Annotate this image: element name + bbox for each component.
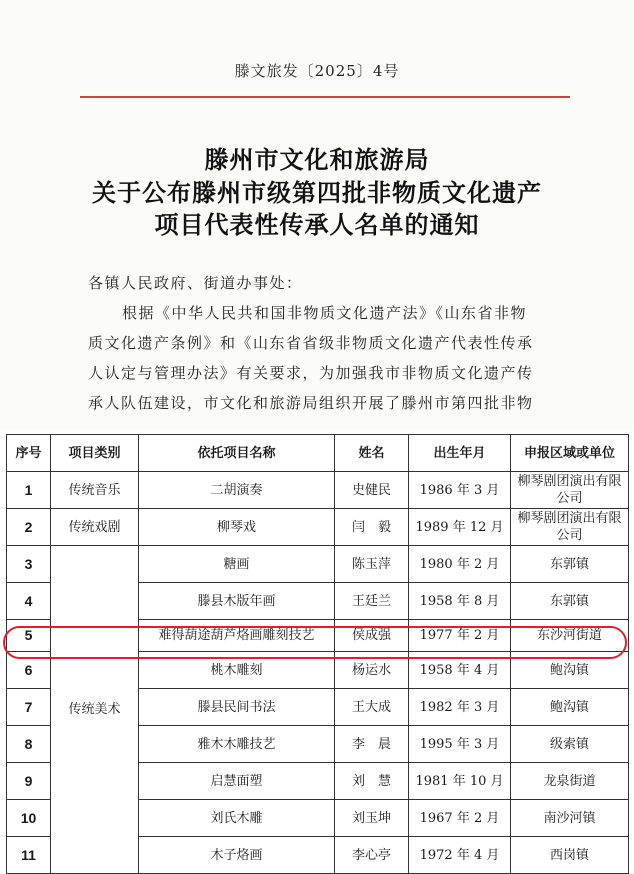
cell-no: 2	[7, 509, 51, 546]
cell-unit: 东沙河街道	[511, 620, 629, 652]
cell-name: 王廷兰	[335, 583, 409, 620]
cell-name: 闫 毅	[335, 509, 409, 546]
cell-project: 雅木木雕技艺	[139, 726, 335, 763]
cell-birth: 1958 年 4 月	[409, 652, 511, 689]
cell-project: 滕县木版年画	[139, 583, 335, 620]
cell-project: 难得葫途葫芦烙画雕刻技艺	[139, 620, 335, 652]
cell-project: 刘氏木雕	[139, 800, 335, 837]
cell-birth: 1982 年 3 月	[409, 689, 511, 726]
cell-project: 桃木雕刻	[139, 652, 335, 689]
cell-unit: 西岗镇	[511, 837, 629, 874]
cell-unit: 南沙河镇	[511, 800, 629, 837]
cell-project: 二胡演奏	[139, 472, 335, 509]
cell-project: 滕县民间书法	[139, 689, 335, 726]
document-number: 滕文旅发〔2025〕4号	[234, 62, 400, 80]
cell-unit: 东郭镇	[511, 546, 629, 583]
cell-no: 8	[7, 726, 51, 763]
cell-name: 杨运水	[335, 652, 409, 689]
cell-category: 传统戏剧	[51, 509, 139, 546]
body-line-1: 根据《中华人民共和国非物质文化遗产法》《山东省非物	[122, 304, 528, 322]
red-divider-line	[80, 96, 570, 98]
cell-no: 5	[7, 620, 51, 652]
cell-category: 传统音乐	[51, 472, 139, 509]
cell-no: 6	[7, 652, 51, 689]
cell-birth: 1986 年 3 月	[409, 472, 511, 509]
body-line-3: 人认定与管理办法》有关要求，为加强我市非物质文化遗产传	[88, 364, 534, 382]
cell-no: 4	[7, 583, 51, 620]
header-category: 项目类别	[51, 435, 139, 472]
table-row	[7, 546, 629, 583]
cell-name: 刘玉坤	[335, 800, 409, 837]
cell-birth: 1980 年 2 月	[409, 546, 511, 583]
cell-project: 糖画	[139, 546, 335, 583]
cell-unit: 鲍沟镇	[511, 689, 629, 726]
cell-name: 史健民	[335, 472, 409, 509]
cell-no: 1	[7, 472, 51, 509]
body-line-2: 质文化遗产条例》和《山东省省级非物质文化遗产代表性传承	[88, 334, 534, 352]
table-header-row	[7, 435, 629, 472]
cell-unit: 龙泉街道	[511, 763, 629, 800]
cell-category-merged: 传统美术	[51, 546, 139, 874]
header-no: 序号	[7, 435, 51, 472]
cell-name: 李心亭	[335, 837, 409, 874]
cell-project: 柳琴戏	[139, 509, 335, 546]
cell-project: 启慧面塑	[139, 763, 335, 800]
cell-no: 7	[7, 689, 51, 726]
cell-no: 9	[7, 763, 51, 800]
cell-birth: 1967 年 2 月	[409, 800, 511, 837]
table-row	[7, 509, 629, 546]
document-title-line-3: 项目代表性传承人名单的通知	[154, 210, 480, 239]
cell-no: 10	[7, 800, 51, 837]
document-title-line-2: 关于公布滕州市级第四批非物质文化遗产	[92, 178, 542, 207]
header-project: 依托项目名称	[139, 435, 335, 472]
body-line-4: 承人队伍建设，市文化和旅游局组织开展了滕州市第四批非物	[88, 394, 534, 412]
cell-no: 11	[7, 837, 51, 874]
cell-birth: 1995 年 3 月	[409, 726, 511, 763]
header-unit: 申报区域或单位	[511, 435, 629, 472]
header-birth: 出生年月	[409, 435, 511, 472]
cell-unit: 柳琴剧团演出有限公司	[511, 472, 629, 509]
addressee: 各镇人民政府、街道办事处：	[88, 274, 303, 292]
cell-unit: 鲍沟镇	[511, 652, 629, 689]
cell-birth: 1989 年 12 月	[409, 509, 511, 546]
cell-project: 木子烙画	[139, 837, 335, 874]
cell-name: 李 晨	[335, 726, 409, 763]
cell-birth: 1977 年 2 月	[409, 620, 511, 652]
cell-unit: 柳琴剧团演出有限公司	[511, 509, 629, 546]
document-page	[0, 0, 634, 430]
document-title-line-1: 滕州市文化和旅游局	[204, 145, 430, 174]
table-row	[7, 472, 629, 509]
cell-name: 陈玉萍	[335, 546, 409, 583]
cell-unit: 东郭镇	[511, 583, 629, 620]
header-name: 姓名	[335, 435, 409, 472]
cell-no: 3	[7, 546, 51, 583]
cell-name: 刘 慧	[335, 763, 409, 800]
cell-name: 王大成	[335, 689, 409, 726]
cell-unit: 级索镇	[511, 726, 629, 763]
cell-birth: 1972 年 4 月	[409, 837, 511, 874]
cell-birth: 1981 年 10 月	[409, 763, 511, 800]
cell-name: 侯成强	[335, 620, 409, 652]
red-highlight-outline	[3, 626, 627, 659]
cell-birth: 1958 年 8 月	[409, 583, 511, 620]
